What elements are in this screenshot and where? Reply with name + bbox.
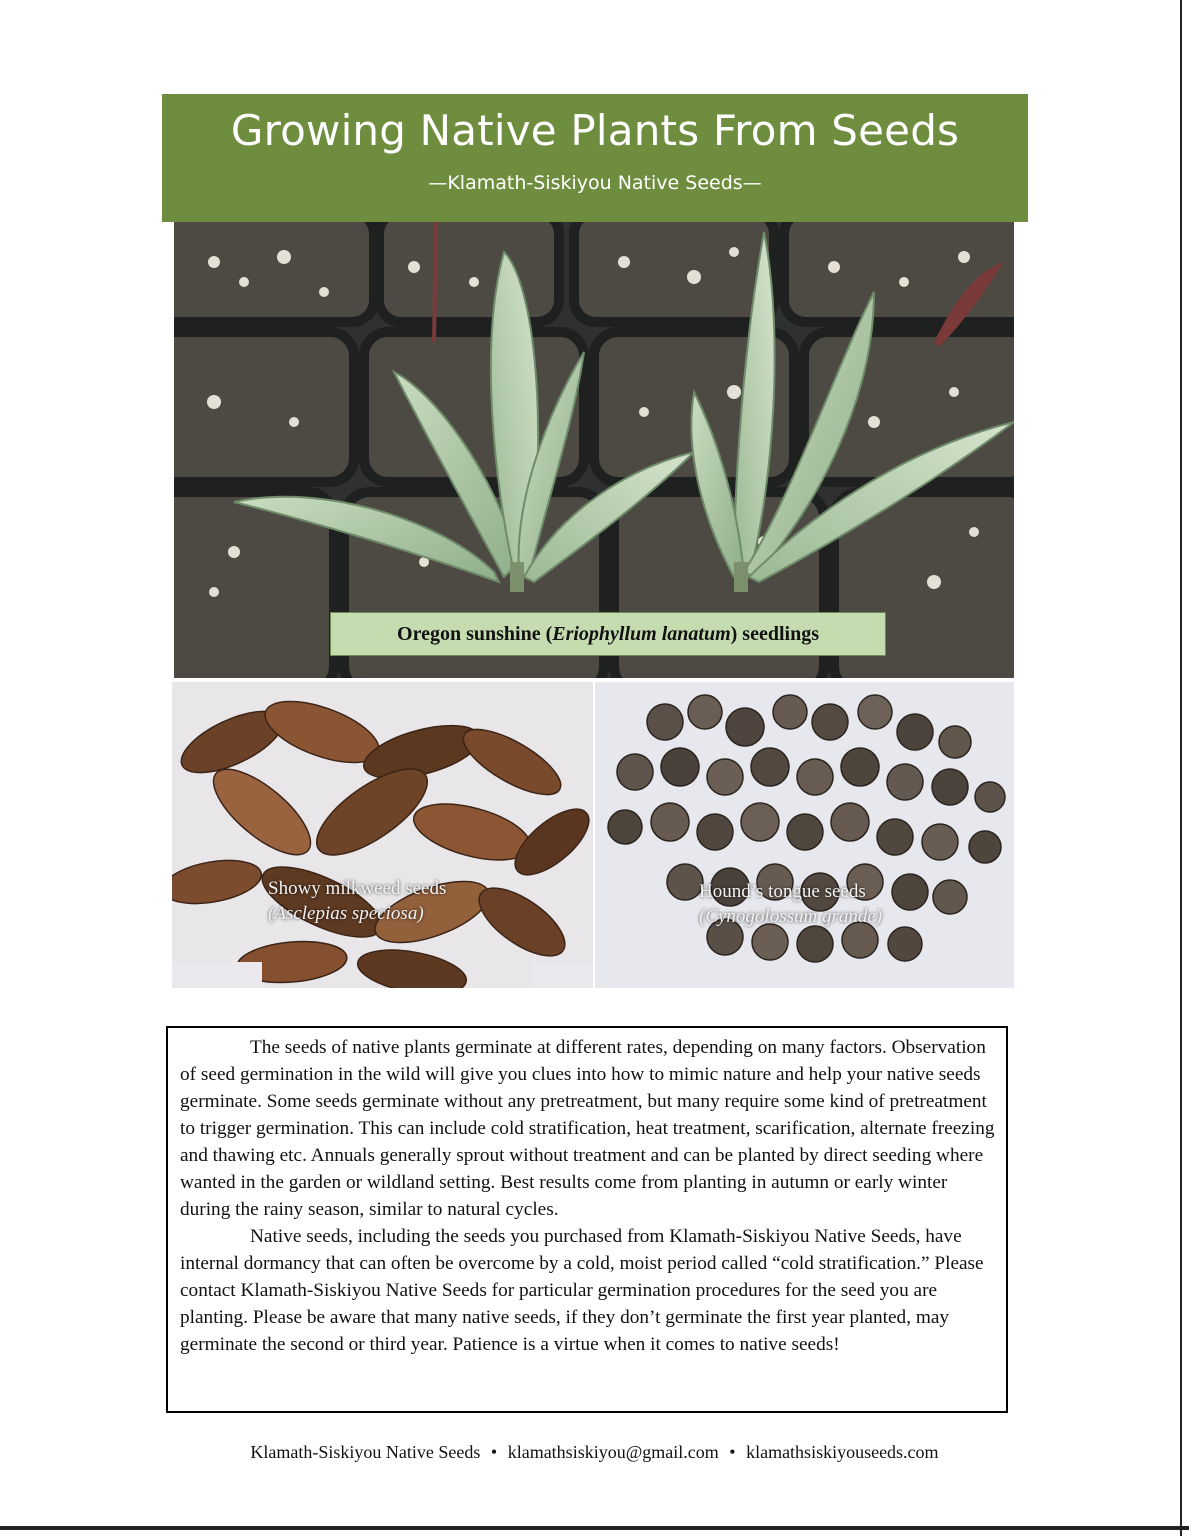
body-paragraph-1: The seeds of native plants germinate at different rates, depending on many factors. Observation of seed germination in the wild will give you clues into how to mimic nature and help your native seeds germinate. Some seeds germinate without any pretreatment, but many require some kind of pretreatment to trigger germination. This can include cold stratification, heat treatment, scarification, alternate freezing and thawing etc. Annuals generally sprout without treatment and can be planted by direct seeding where wanted in the garden or wildland setting. Best results come from planting in autumn or early winter during the rainy season, similar to natural cycles. bbox=[180, 1037, 995, 1220]
milkweed-latin-name: (Asclepias speciosa) bbox=[268, 903, 424, 924]
page-edge bbox=[1180, 0, 1182, 1536]
footer-separator: • bbox=[490, 1442, 498, 1462]
hounds-tongue-latin-name: (Cynogolossum grande) bbox=[699, 906, 883, 927]
milkweed-caption bbox=[268, 876, 446, 926]
seedlings-caption bbox=[330, 612, 886, 656]
milkweed-seeds-photo bbox=[172, 682, 593, 988]
page-subtitle: —Klamath-Siskiyou Native Seeds— bbox=[428, 172, 762, 194]
footer-contact bbox=[0, 1442, 1189, 1463]
footer-website: klamathsiskiyouseeds.com bbox=[746, 1442, 939, 1462]
footer-company: Klamath-Siskiyou Native Seeds bbox=[250, 1442, 481, 1462]
germination-info-box bbox=[166, 1026, 1008, 1413]
footer-email: klamathsiskiyou@gmail.com bbox=[507, 1442, 719, 1462]
caption-prefix: Oregon sunshine ( bbox=[397, 623, 553, 645]
hounds-tongue-common-name: Hound’s tongue seeds bbox=[699, 881, 866, 902]
footer-separator: • bbox=[729, 1442, 736, 1462]
hounds-tongue-caption bbox=[699, 879, 882, 929]
header-banner bbox=[162, 94, 1028, 222]
seedlings-photo bbox=[174, 222, 1014, 678]
caption-suffix: ) seedlings bbox=[730, 623, 819, 645]
caption-latin-name: Eriophyllum lanatum bbox=[552, 623, 731, 645]
body-paragraph-2: Native seeds, including the seeds you purchased from Klamath-Siskiyou Native Seeds, have internal dormancy that can often be overcome by a cold, moist period called “cold stratification.” Please contact Klamath-Siskiyou Native Seeds for particular germination procedures for the seed you are planting. Please be aware that many native seeds, if they don’t germinate the first year planted, may germinate the second or third year. Patience is a virtue when it comes to native seeds! bbox=[180, 1226, 984, 1355]
hounds-tongue-seeds-photo bbox=[595, 682, 1014, 988]
page-title: Growing Native Plants From Seeds bbox=[230, 106, 960, 155]
page-edge-bottom bbox=[0, 1526, 1189, 1530]
milkweed-common-name: Showy milkweed seeds bbox=[268, 878, 447, 899]
